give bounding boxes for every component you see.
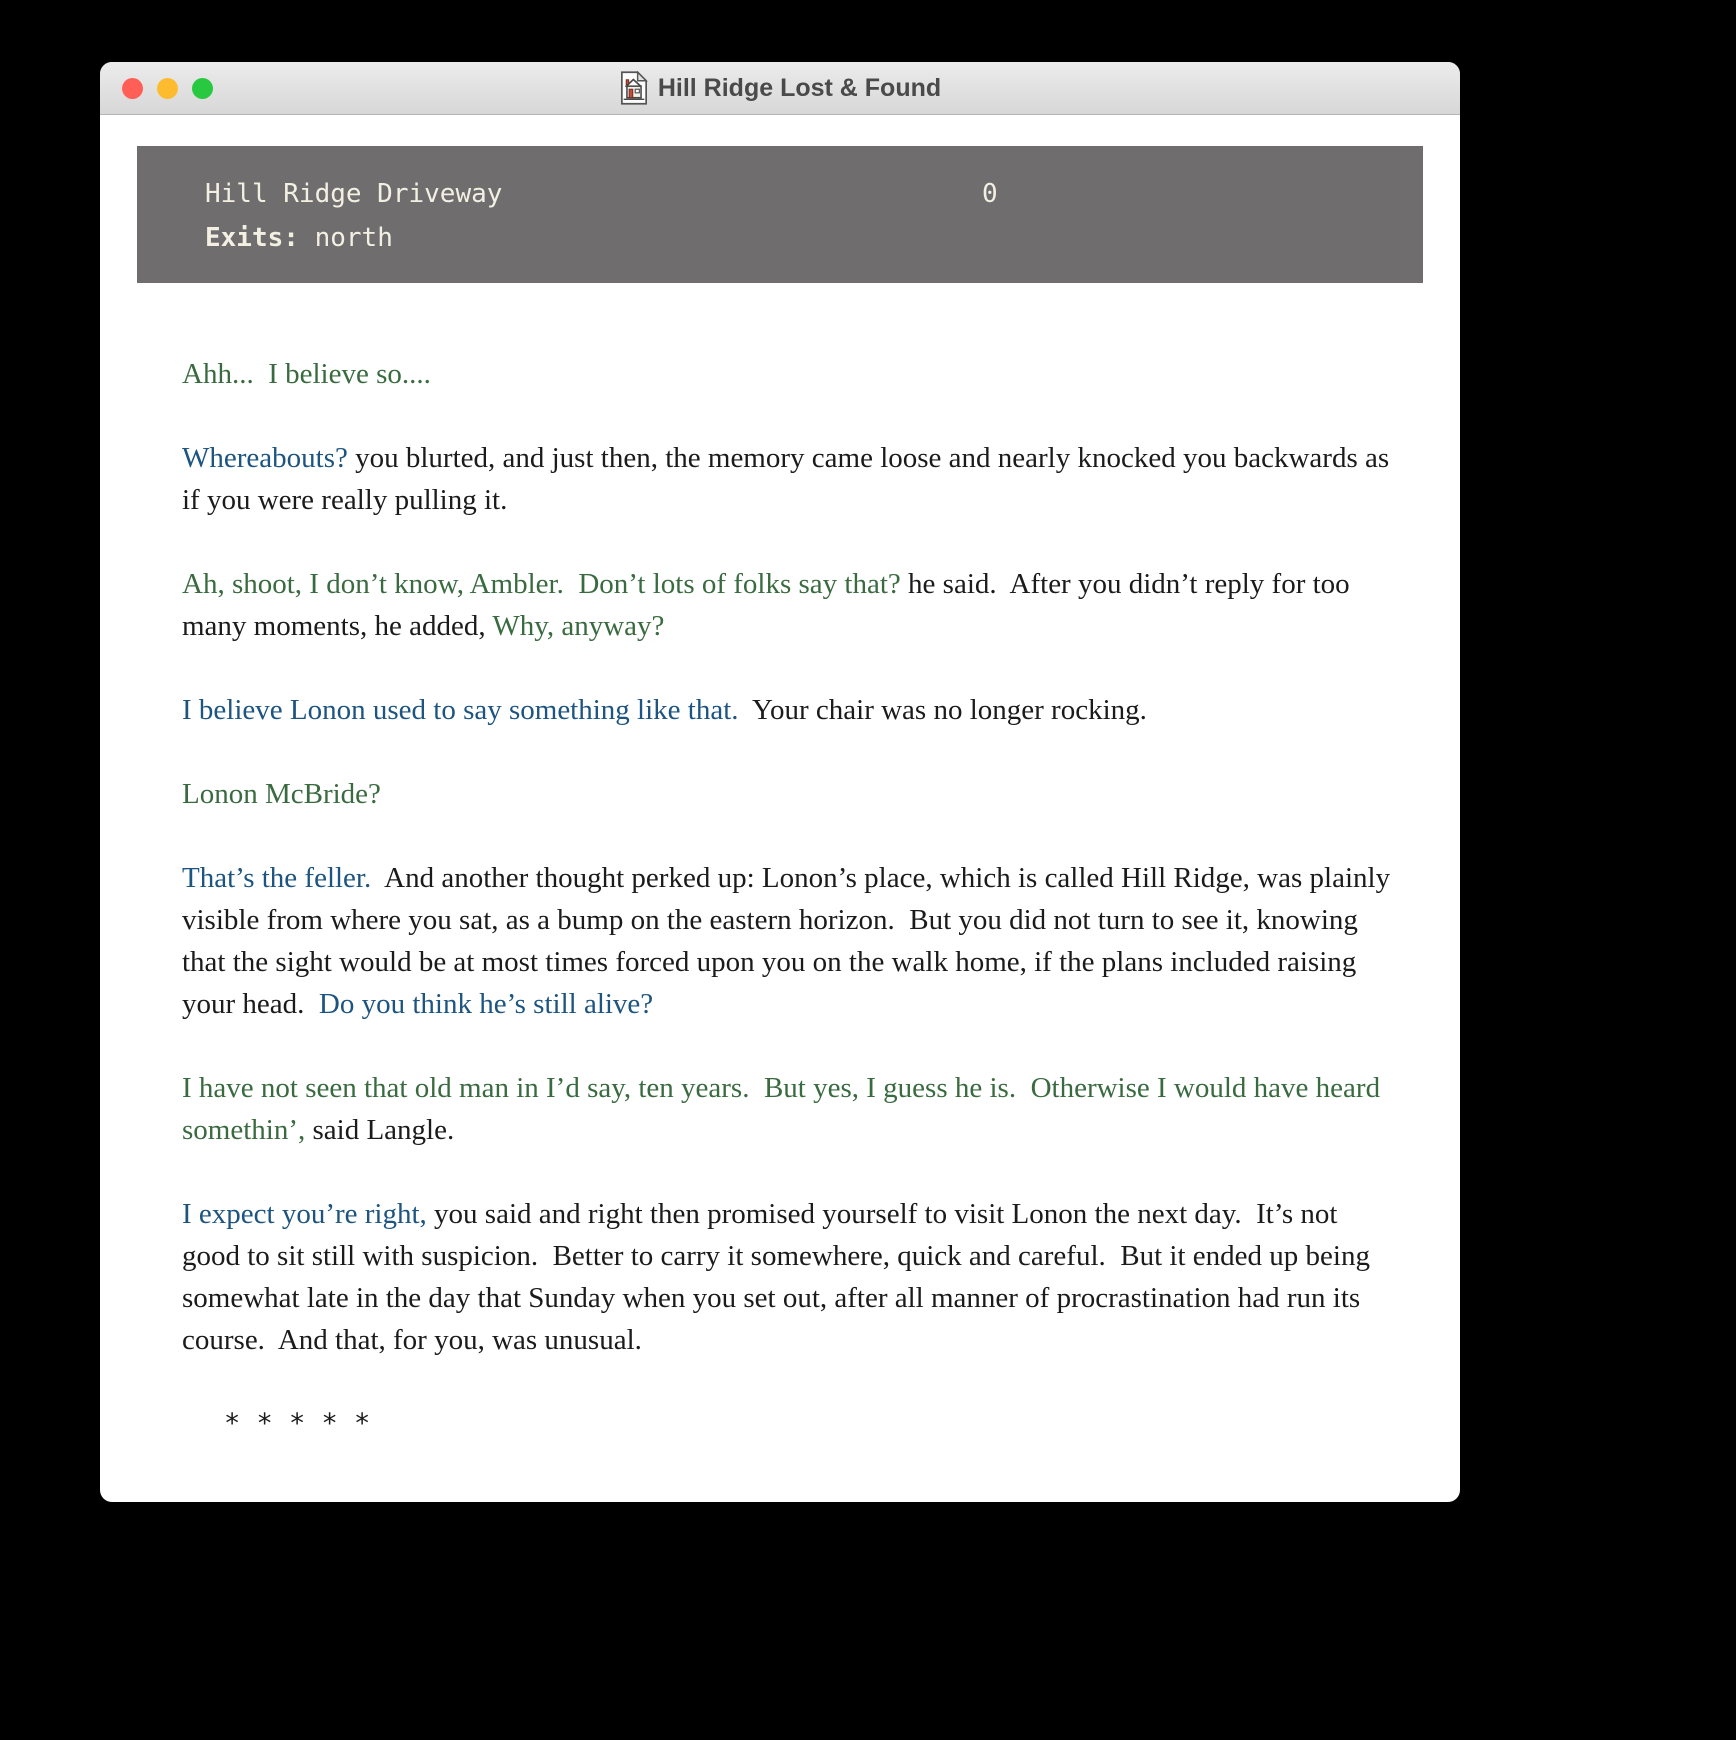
- story-text: [182, 353, 1400, 1361]
- story-segment-green: Ah, shoot, I don’t know, Ambler. Don’t lots of folks say that?: [182, 568, 901, 600]
- story-paragraph: [182, 857, 1400, 1025]
- story-segment-green: I have not seen that old man in I’d say, ten years. But yes, I guess he is. Otherwise I would have heard somethin’,: [182, 1072, 1388, 1146]
- close-button[interactable]: [122, 78, 143, 99]
- story-segment-blue: Do you think he’s still alive?: [318, 988, 654, 1020]
- story-segment-black: he said. After you didn’t reply for too many moments, he added,: [182, 568, 1357, 642]
- window-title-group: [619, 71, 941, 105]
- status-row-location: [205, 172, 1423, 216]
- story-segment-blue: I expect you’re right,: [182, 1198, 427, 1230]
- story-segment-blue: That’s the feller.: [182, 862, 372, 894]
- story-segment-green: Ahh... I believe so....: [182, 358, 431, 390]
- scene-break-separator: * * * * *: [224, 1408, 371, 1439]
- score-value: 0: [982, 179, 998, 209]
- story-paragraph: [182, 1193, 1400, 1361]
- story-segment-black: you blurted, and just then, the memory came loose and nearly knocked you backwards as if you were really pulling it.: [182, 442, 1397, 516]
- house-document-icon: [619, 71, 649, 105]
- status-row-exits: [205, 216, 1423, 260]
- app-window: [100, 62, 1460, 1502]
- story-segment-black: you said and right then promised yourself to visit Lonon the next day. It’s not good to sit still with suspicion. Better to carry it somewhere, quick and careful. But it ended up being somewhat late in the day that Sunday when you set out, after all manner of procrastination had run its course. And that, for you, was unusual.: [182, 1198, 1378, 1356]
- story-paragraph: [182, 353, 1400, 395]
- minimize-button[interactable]: [157, 78, 178, 99]
- window-title: Hill Ridge Lost & Found: [657, 73, 942, 102]
- story-window[interactable]: [182, 353, 1400, 1445]
- story-segment-black: And another thought perked up: Lonon’s place, which is called Hill Ridge, was plainly visible from where you sat, as a bump on the eastern horizon. But you did not turn to see it, knowing that the sight would be at most times forced upon you on the walk home, if the plans included raising your head.: [182, 862, 1398, 1020]
- story-segment-green: Lonon McBride?: [182, 778, 381, 810]
- exits-value: north: [298, 223, 393, 253]
- traffic-light-buttons: [122, 62, 213, 114]
- story-paragraph: [182, 1067, 1400, 1151]
- window-titlebar[interactable]: [100, 62, 1460, 115]
- story-segment-green: Why, anyway?: [492, 610, 665, 642]
- story-paragraph: [182, 773, 1400, 815]
- exits-label: Exits:: [205, 223, 299, 253]
- story-segment-blue: Whereabouts?: [182, 442, 348, 474]
- story-segment-black: Your chair was no longer rocking.: [738, 694, 1147, 726]
- story-segment-blue: I believe Lonon used to say something like that.: [182, 694, 739, 726]
- story-segment-black: said Langle.: [305, 1114, 455, 1146]
- location-name: Hill Ridge Driveway: [205, 179, 503, 209]
- zoom-button[interactable]: [192, 78, 213, 99]
- story-paragraph: [182, 563, 1400, 647]
- story-paragraph: [182, 437, 1400, 521]
- status-bar: [137, 146, 1423, 283]
- story-paragraph: [182, 689, 1400, 731]
